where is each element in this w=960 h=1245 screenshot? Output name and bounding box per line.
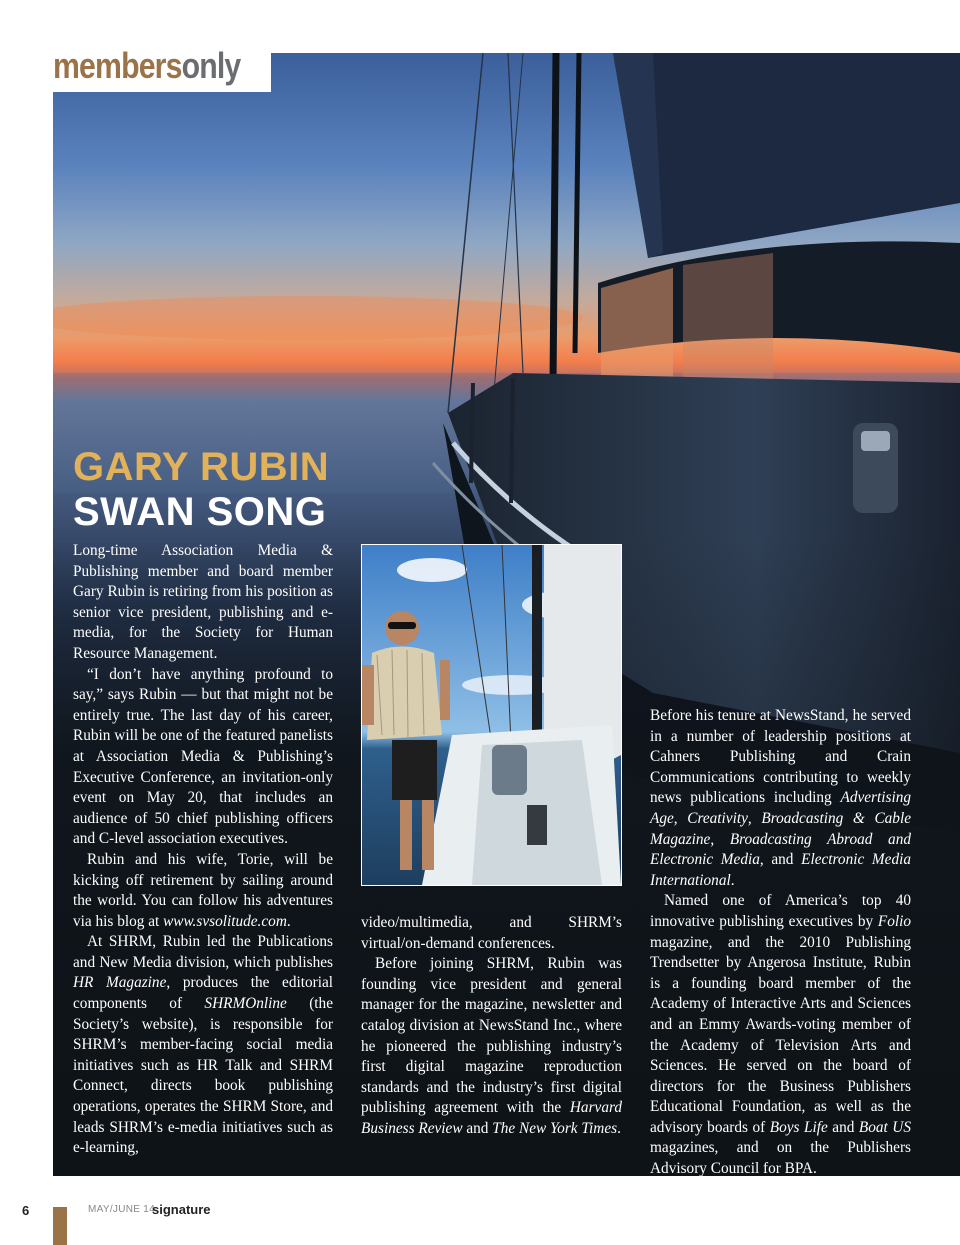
section-label [53, 44, 271, 92]
paragraph: video/multimedia, and SHRM’s virtual/on-demand conferences. [361, 914, 622, 952]
headline-name: GARY RUBIN [73, 445, 330, 489]
section-wordmark: membersonly [53, 45, 241, 86]
footer-accent-bar [53, 1207, 67, 1245]
paragraph: At SHRM, Rubin led the Publications and New Media division, which publishes HR Magazine, produces the editorial components of SHRMOnline (the Society’s website), is responsible for SHRM’s member-facing social media initiatives such as HR Talk and SHRM Connect, directs book publishing operations, operates the SHRM Store, and leads SHRM’s e-media initiatives such as e-learning, [73, 933, 333, 1157]
article-column-3 [650, 706, 911, 1180]
magazine-name: signature [152, 1202, 211, 1217]
headline-subtitle: SWAN SONG [73, 490, 327, 534]
paragraph: Rubin and his wife, Torie, will be kicking off retirement by sailing around the world. You can follow his adventures via his blog at www.svsolitude.com. [73, 850, 333, 930]
paragraph: “I don’t have anything profound to say,” says Rubin — but that might not be entirely true. The last day of his career, Rubin will be one of the featured panelists at Association Media & Publishing’s Executive Conference, an invitation-only event on May 20, that includes an audience of 50 chief publishing officers and C-level association executives. [73, 665, 333, 848]
paragraph: Long-time Association Media & Publishing member and board member Gary Rubin is retiring from his position as senior vice president, publishing and e-media, for the Society for Human Resource Management. [73, 542, 333, 662]
portrait-on-sailboat-image [362, 545, 621, 885]
issue-date: MAY/JUNE 14 [88, 1204, 156, 1215]
article-headline [73, 445, 329, 535]
paragraph: Before his tenure at NewsStand, he served in a number of leadership positions at Cahners Publishing and Crain Communications contributing to weekly news publications including Advertising Age, Creativity, Broadcasting & Cable Magazine, Broadcasting Abroad and Electronic Media, and Electronic Media International. [650, 707, 911, 889]
paragraph: Named one of America’s top 40 innovative publishing executives by Folio magazine, and the 2010 Publishing Trendsetter by Angerosa Institute, Rubin is a founding board member of the Academy of Interactive Arts and Sciences and an Emmy Awards-voting member of the Academy of Television Arts and Sciences. He served on the board of directors for the Business Publishers Educational Foundation, as well as the advisory boards of Boys Life and Boat US magazines, and on the Publishers Advisory Council for BPA. [650, 892, 911, 1178]
article-column-2 [361, 913, 622, 1140]
page-number: 6 [22, 1203, 30, 1218]
paragraph: Before joining SHRM, Rubin was founding vice president and general manager for the magazine, newsletter and catalog division at NewsStand Inc., where he pioneered the publishing industry’s first digital magazine reproduction standards and the industry’s first digital publishing agreement with the Harvard Business Review and The New York Times. [361, 955, 622, 1137]
inset-photo [361, 544, 622, 886]
blog-link[interactable]: www.svsolitude.com [163, 912, 287, 930]
article-column-1 [73, 541, 333, 1159]
